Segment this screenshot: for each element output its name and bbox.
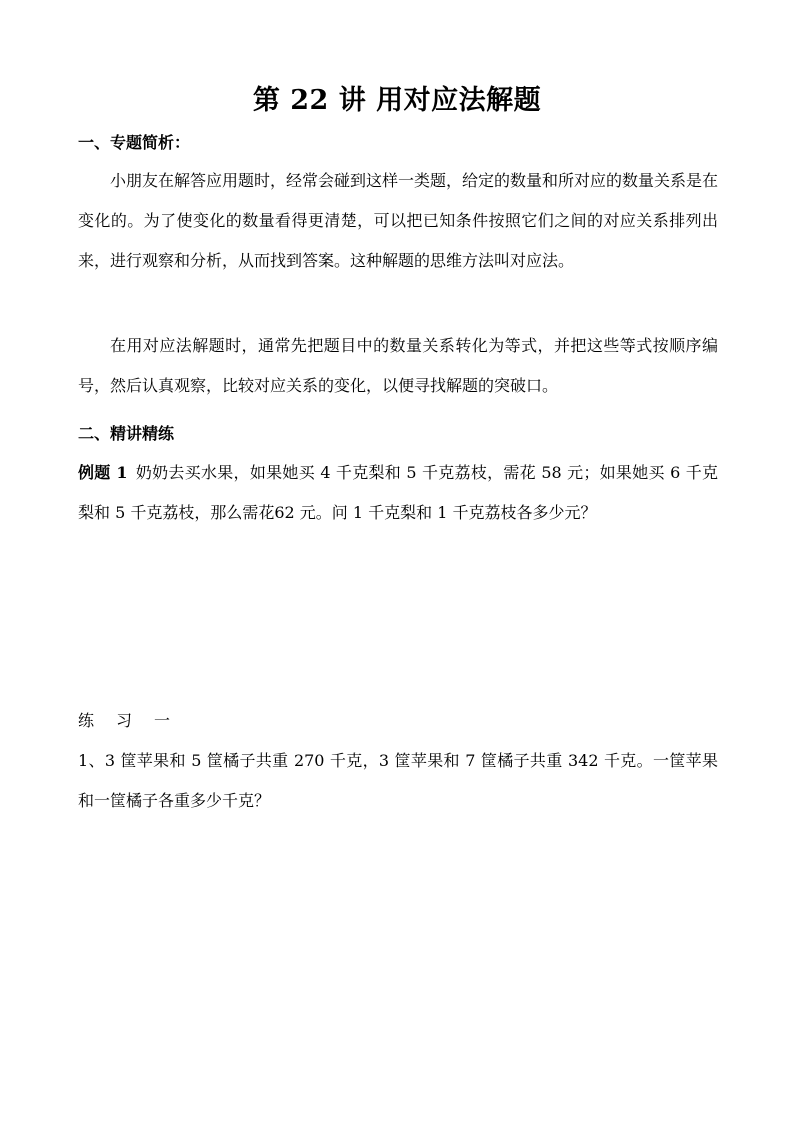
page-title: 第 22 讲 用对应法解题: [252, 85, 542, 116]
example-1-label: 例题 1: [78, 463, 128, 482]
example-1: [78, 453, 718, 533]
practice-heading: 练习一: [78, 711, 193, 730]
practice-question-1: 1、3 筐苹果和 5 筐橘子共重 270 千克，3 筐苹果和 7 筐橘子共重 342 千克。一筐苹果和一筐橘子各重多少千克？: [78, 751, 718, 810]
analysis-paragraph-1: 小朋友在解答应用题时，经常会碰到这样一类题，给定的数量和所对应的数量关系是在变化的。为了使变化的数量看得更清楚，可以把已知条件按照它们之间的对应关系排列出来，进行观察和分析，从而找到答案。这种解题的思维方法叫对应法。: [78, 171, 719, 270]
section-heading-analysis: 一、专题简析：: [78, 133, 191, 152]
analysis-paragraph-2: 在用对应法解题时，通常先把题目中的数量关系转化为等式，并把这些等式按顺序编号，然后认真观察，比较对应关系的变化，以便寻找解题的突破口。: [78, 336, 718, 395]
section-heading-practice: 二、精讲精练: [78, 424, 175, 443]
example-1-text: 奶奶去买水果，如果她买 4 千克梨和 5 千克荔枝，需花 58 元；如果她买 6 千克梨和 5 千克荔枝，那么需花62 元。问 1 千克梨和 1 千克荔枝各多少元？: [78, 463, 718, 522]
